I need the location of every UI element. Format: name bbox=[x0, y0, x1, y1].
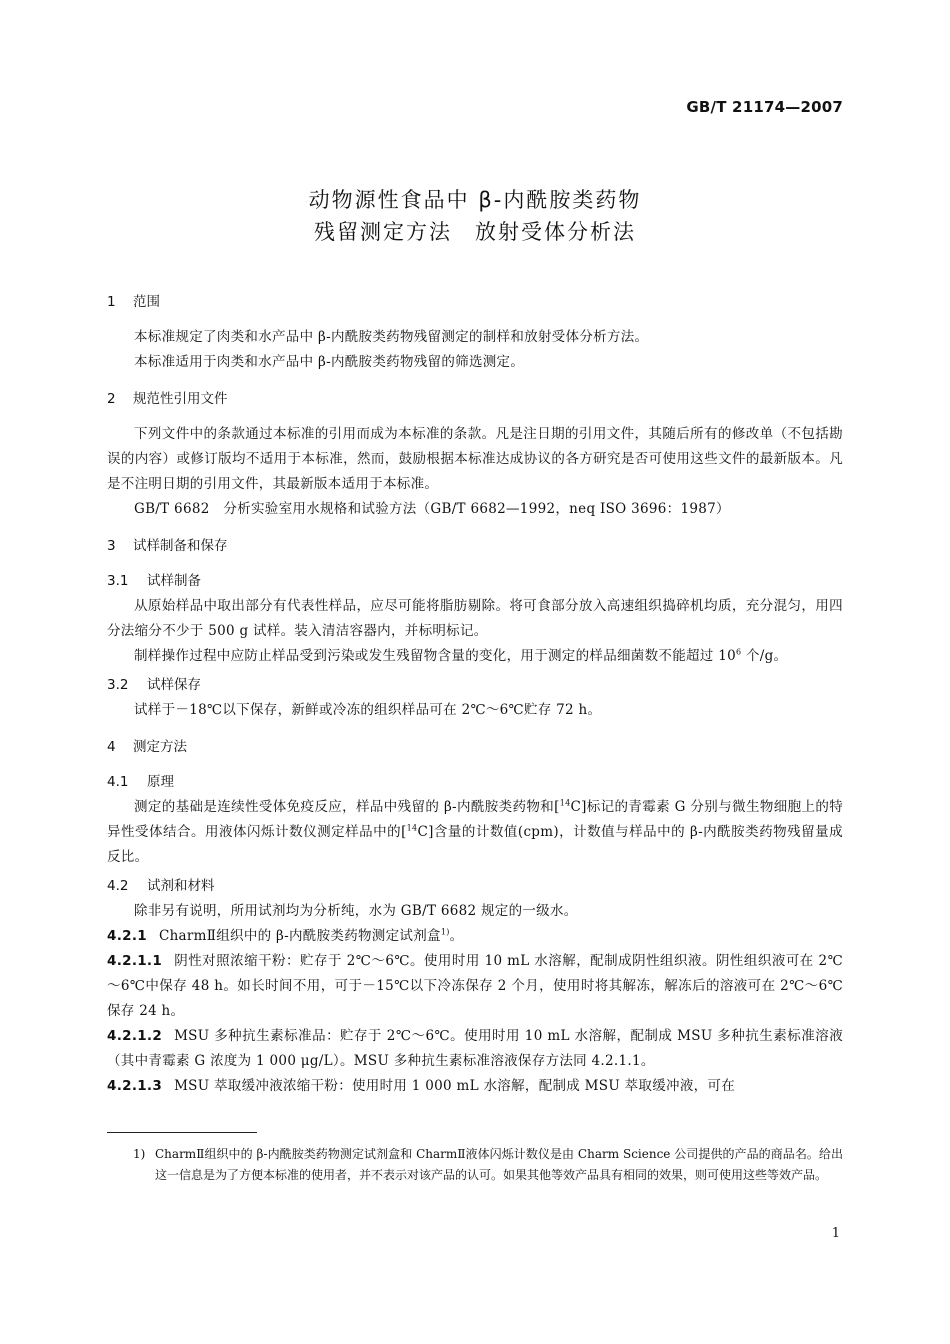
footnote bbox=[133, 1144, 843, 1186]
section-3-1-heading: 3.1 试样制备 bbox=[107, 573, 201, 589]
section-4-heading: 4 测定方法 bbox=[107, 739, 187, 755]
section-3-heading: 3 试样制备和保存 bbox=[107, 538, 228, 554]
paragraph: 测定的基础是连续性受体免疫反应，样品中残留的 β-内酰胺类药物和[$^{14}$C]标记的青霉素 G 分别与微生物细胞上的特异性受体结合。用液体闪烁计数仪测定样品中的[$^{14}$C]含量的计数值(cpm)，计数值与样品中的 β-内酰胺类药物残留量成反比。 bbox=[107, 798, 844, 865]
clause-4-2-1-1: 4.2.1.1 阴性对照浓缩干粉：贮存于 2℃～6℃。使用时用 10 mL 水溶解，配制成阴性组织液。阴性组织液可在 2℃～6℃中保存 48 h。如长时间不用，可于－15℃以下冷冻保存 2 个月，使用时将其解冻，解冻后的溶液可在 2℃～6℃保存 24 h。 bbox=[107, 953, 843, 1019]
footnote-text: CharmⅡ组织中的 β-内酰胺类药物测定试剂盒和 CharmⅡ液体闪烁计数仪是由 Charm Science 公司提供的产品的商品名。给出这一信息是为了方便本标准的使用者，并不表示对该产品的认可。如果其他等效产品具有相同的效果，则可使用这些等效产品。 bbox=[155, 1147, 843, 1182]
section-2-heading: 2 规范性引用文件 bbox=[107, 391, 228, 407]
section-4-1-heading: 4.1 原理 bbox=[107, 774, 174, 790]
paragraph: 下列文件中的条款通过本标准的引用而成为本标准的条款。凡是注日期的引用文件，其随后所有的修改单（不包括勘误的内容）或修订版均不适用于本标准，然而，鼓励根据本标准达成协议的各方研究是否可使用这些文件的最新版本。凡是不注明日期的引用文件，其最新版本适用于本标准。 bbox=[107, 426, 843, 492]
clause-4-2-1-3: 4.2.1.3 MSU 萃取缓冲液浓缩干粉：使用时用 1 000 mL 水溶解，配制成 MSU 萃取缓冲液，可在 bbox=[107, 1078, 736, 1094]
section-3-2-heading: 3.2 试样保存 bbox=[107, 677, 201, 693]
paragraph: 本标准适用于肉类和水产品中 β-内酰胺类药物残留的筛选测定。 bbox=[134, 354, 525, 370]
section-1-heading: 1 范围 bbox=[107, 294, 160, 310]
standard-code: GB/T 21174—2007 bbox=[686, 98, 843, 116]
document-title-line-1: 动物源性食品中 β-内酰胺类药物 bbox=[308, 188, 642, 212]
page-number: 1 bbox=[831, 1226, 840, 1241]
document-body bbox=[107, 290, 843, 1099]
paragraph: 从原始样品中取出部分有代表性样品，应尽可能将脂肪剔除。将可食部分放入高速组织捣碎机均质，充分混匀，用四分法缩分不少于 500 g 试样。装入清洁容器内，并标明标记。 bbox=[107, 598, 843, 639]
paragraph: 制样操作过程中应防止样品受到污染或发生残留物含量的变化，用于测定的样品细菌数不能超过 $10^6$ 个/g。 bbox=[134, 647, 788, 664]
document-title-line-2: 残留测定方法 放射受体分析法 bbox=[314, 220, 636, 244]
clause-4-2-1-2: 4.2.1.2 MSU 多种抗生素标准品：贮存于 2℃～6℃。使用时用 10 mL 水溶解，配制成 MSU 多种抗生素标准溶液（其中青霉素 G 浓度为 1 000 μg/L）。MSU 多种抗生素标准溶液保存方法同 4.2.1.1。 bbox=[107, 1028, 843, 1069]
footnote-number: 1) bbox=[133, 1147, 146, 1161]
paragraph: 本标准规定了肉类和水产品中 β-内酰胺类药物残留测定的制样和放射受体分析方法。 bbox=[134, 329, 649, 345]
reference-entry: GB/T 6682 分析实验室用水规格和试验方法（GB/T 6682—1992，neq ISO 3696：1987） bbox=[134, 501, 730, 517]
footnote-divider bbox=[107, 1132, 257, 1133]
clause-4-2-1: 4.2.1 CharmⅡ组织中的 β-内酰胺类药物测定试剂盒$^{1)}$。 bbox=[107, 927, 464, 944]
paragraph: 试样于－18℃以下保存，新鲜或冷冻的组织样品可在 2℃～6℃贮存 72 h。 bbox=[134, 702, 602, 718]
section-4-2-heading: 4.2 试剂和材料 bbox=[107, 878, 215, 894]
paragraph: 除非另有说明，所用试剂均为分析纯，水为 GB/T 6682 规定的一级水。 bbox=[134, 903, 578, 919]
